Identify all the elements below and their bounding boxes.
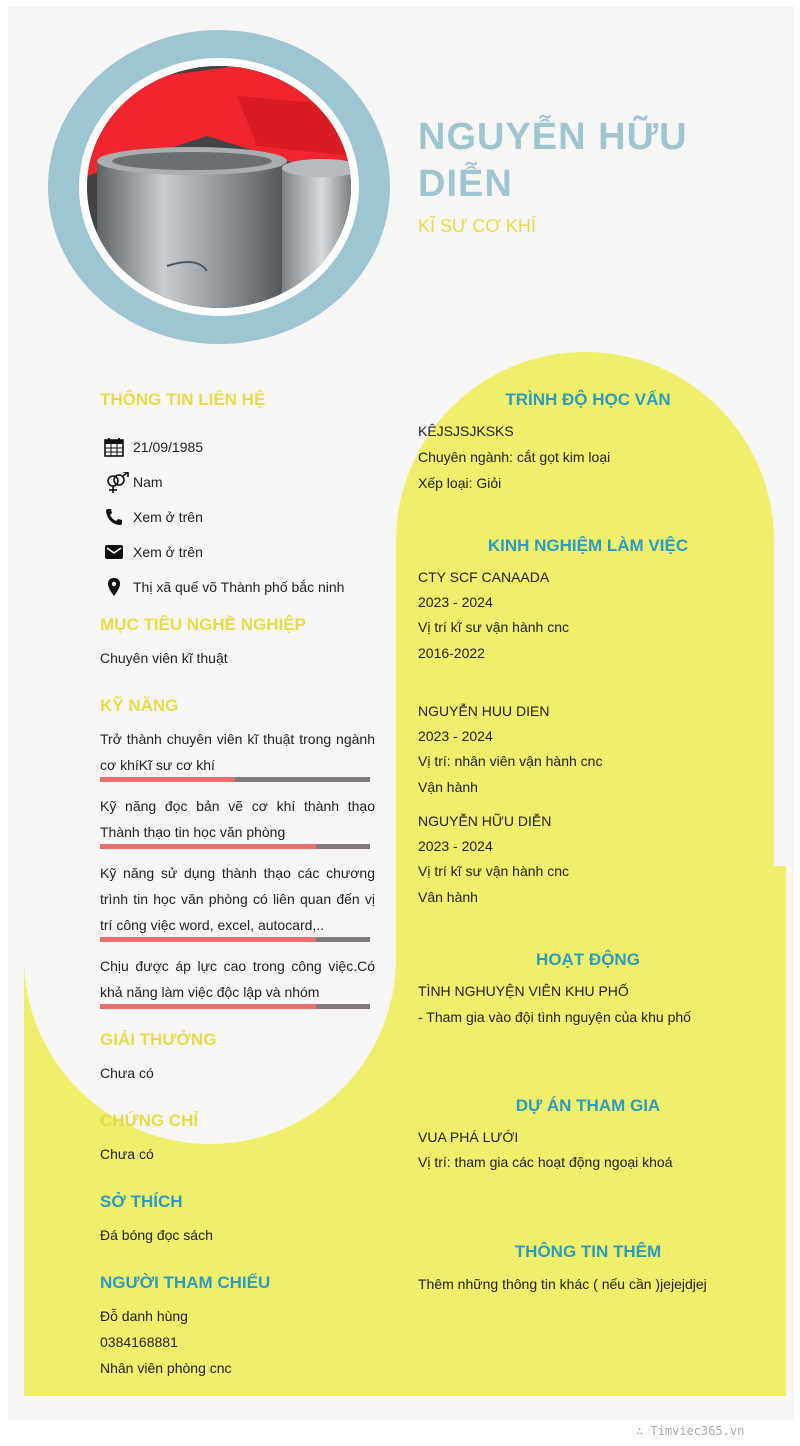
gender-value: Nam (133, 474, 163, 490)
experience-line: 2023 - 2024 (418, 728, 493, 744)
experience-line: Vận hành (418, 779, 478, 795)
hobbies-text: Đá bóng đọc sách (100, 1227, 213, 1243)
skill-bar-2 (100, 844, 370, 849)
project-line: VUA PHÁ LƯỚI (418, 1129, 519, 1145)
calendar-icon (104, 437, 124, 457)
objective-text: Chuyên viên kĩ thuật (100, 650, 228, 666)
experience-line: NGUYỄN HUU DIEN (418, 703, 550, 719)
skills-title: KỸ NĂNG (100, 696, 179, 715)
awards-title: GIẢI THƯỞNG (100, 1030, 217, 1049)
hobbies-title: SỞ THÍCH (100, 1192, 183, 1211)
skill-bar-fill (100, 777, 235, 782)
job-title: KĨ SƯ CƠ KHÍ (418, 216, 536, 236)
education-line: Chuyên ngành: cắt gọt kim loại (418, 449, 611, 465)
birthday-value: 21/09/1985 (133, 439, 204, 455)
email-value: Xem ở trên (133, 544, 203, 560)
experience-line: CTY SCF CANAADA (418, 569, 550, 585)
reference-line: Nhân viên phòng cnc (100, 1360, 232, 1376)
avatar (79, 58, 359, 316)
address-value: Thị xã quế võ Thành phố bắc ninh (133, 579, 345, 595)
certificates-title: CHỨNG CHỈ (100, 1111, 199, 1130)
extra-title: THÔNG TIN THÊM (514, 1242, 662, 1261)
activities-title: HOẠT ĐỘNG (536, 950, 640, 969)
activity-line: TÌNH NGHUYỆN VIÊN KHU PHỐ (418, 983, 629, 999)
skill-item-3: Kỹ năng sử dụng thành thạo các chương trình tin học văn phòng có liên quan đến vị trí công việc word, excel, autocard,.. (100, 865, 375, 933)
activity-line: - Tham gia vào đội tình nguyện của khu phố (418, 1009, 691, 1025)
experience-line: 2023 - 2024 (418, 594, 493, 610)
experience-line: 2023 - 2024 (418, 838, 493, 854)
skill-bar-3 (100, 937, 370, 942)
experience-title: KINH NGHIỆM LÀM VIỆC (487, 536, 689, 555)
gender-icon (104, 472, 130, 494)
location-pin-icon (104, 577, 124, 597)
experience-line: 2016-2022 (418, 645, 485, 661)
avatar-photo (87, 66, 351, 308)
project-line: Vị trí: tham gia các hoạt động ngoại khoá (418, 1154, 673, 1170)
certificates-text: Chưa có (100, 1146, 154, 1162)
skill-bar-fill (100, 1004, 316, 1009)
phone-value: Xem ở trên (133, 509, 203, 525)
skill-item-4: Chịu được áp lực cao trong công việc.Có khả năng làm việc độc lập và nhóm (100, 958, 375, 1000)
email-icon (104, 542, 124, 562)
objective-title: MỤC TIÊU NGHỀ NGHIỆP (100, 615, 306, 634)
awards-text: Chưa có (100, 1065, 154, 1081)
contact-title: THÔNG TIN LIÊN HỆ (100, 390, 266, 409)
skill-bar-fill (100, 844, 316, 849)
experience-line: Vân hành (418, 889, 478, 905)
candidate-name: NGUYỄN HỮU DIỄN (418, 116, 688, 205)
experience-line: Vị trí kĩ sư vận hành cnc (418, 863, 569, 879)
reference-line: Đỗ danh hùng (100, 1308, 188, 1324)
skill-item-1: Trở thành chuyên viên kĩ thuật trong ngành cơ khíKĩ sư cơ khí (100, 731, 375, 773)
reference-line: 0384168881 (100, 1334, 178, 1350)
education-line: Xếp loại: Giỏi (418, 475, 502, 491)
cv-page (8, 6, 794, 1420)
logo-icon: ∴ (636, 1424, 651, 1438)
footer-watermark (636, 1424, 744, 1438)
skill-bar-4 (100, 1004, 370, 1009)
footer-brand: Timviec365.vn (650, 1424, 745, 1438)
references-title: NGƯỜI THAM CHIẾU (100, 1273, 271, 1292)
experience-line: NGUYỄN HỮU DIỄN (418, 813, 552, 829)
extra-text: Thêm những thông tin khác ( nếu cần )jejejdjej (418, 1276, 707, 1292)
projects-title: DỰ ÁN THAM GIA (515, 1096, 661, 1115)
experience-line: Vị trí kĩ sư vận hành cnc (418, 619, 569, 635)
experience-line: Vị trí: nhân viên vận hành cnc (418, 753, 603, 769)
education-title: TRÌNH ĐỘ HỌC VẤN (505, 390, 671, 409)
skill-bar-1 (100, 777, 370, 782)
skill-bar-fill (100, 937, 316, 942)
skill-item-2: Kỹ năng đọc bản vẽ cơ khí thành thạo Thành thạo tin học văn phòng (100, 798, 375, 840)
education-line: KÊJSJSJKSKS (418, 423, 514, 439)
phone-icon (104, 507, 124, 527)
